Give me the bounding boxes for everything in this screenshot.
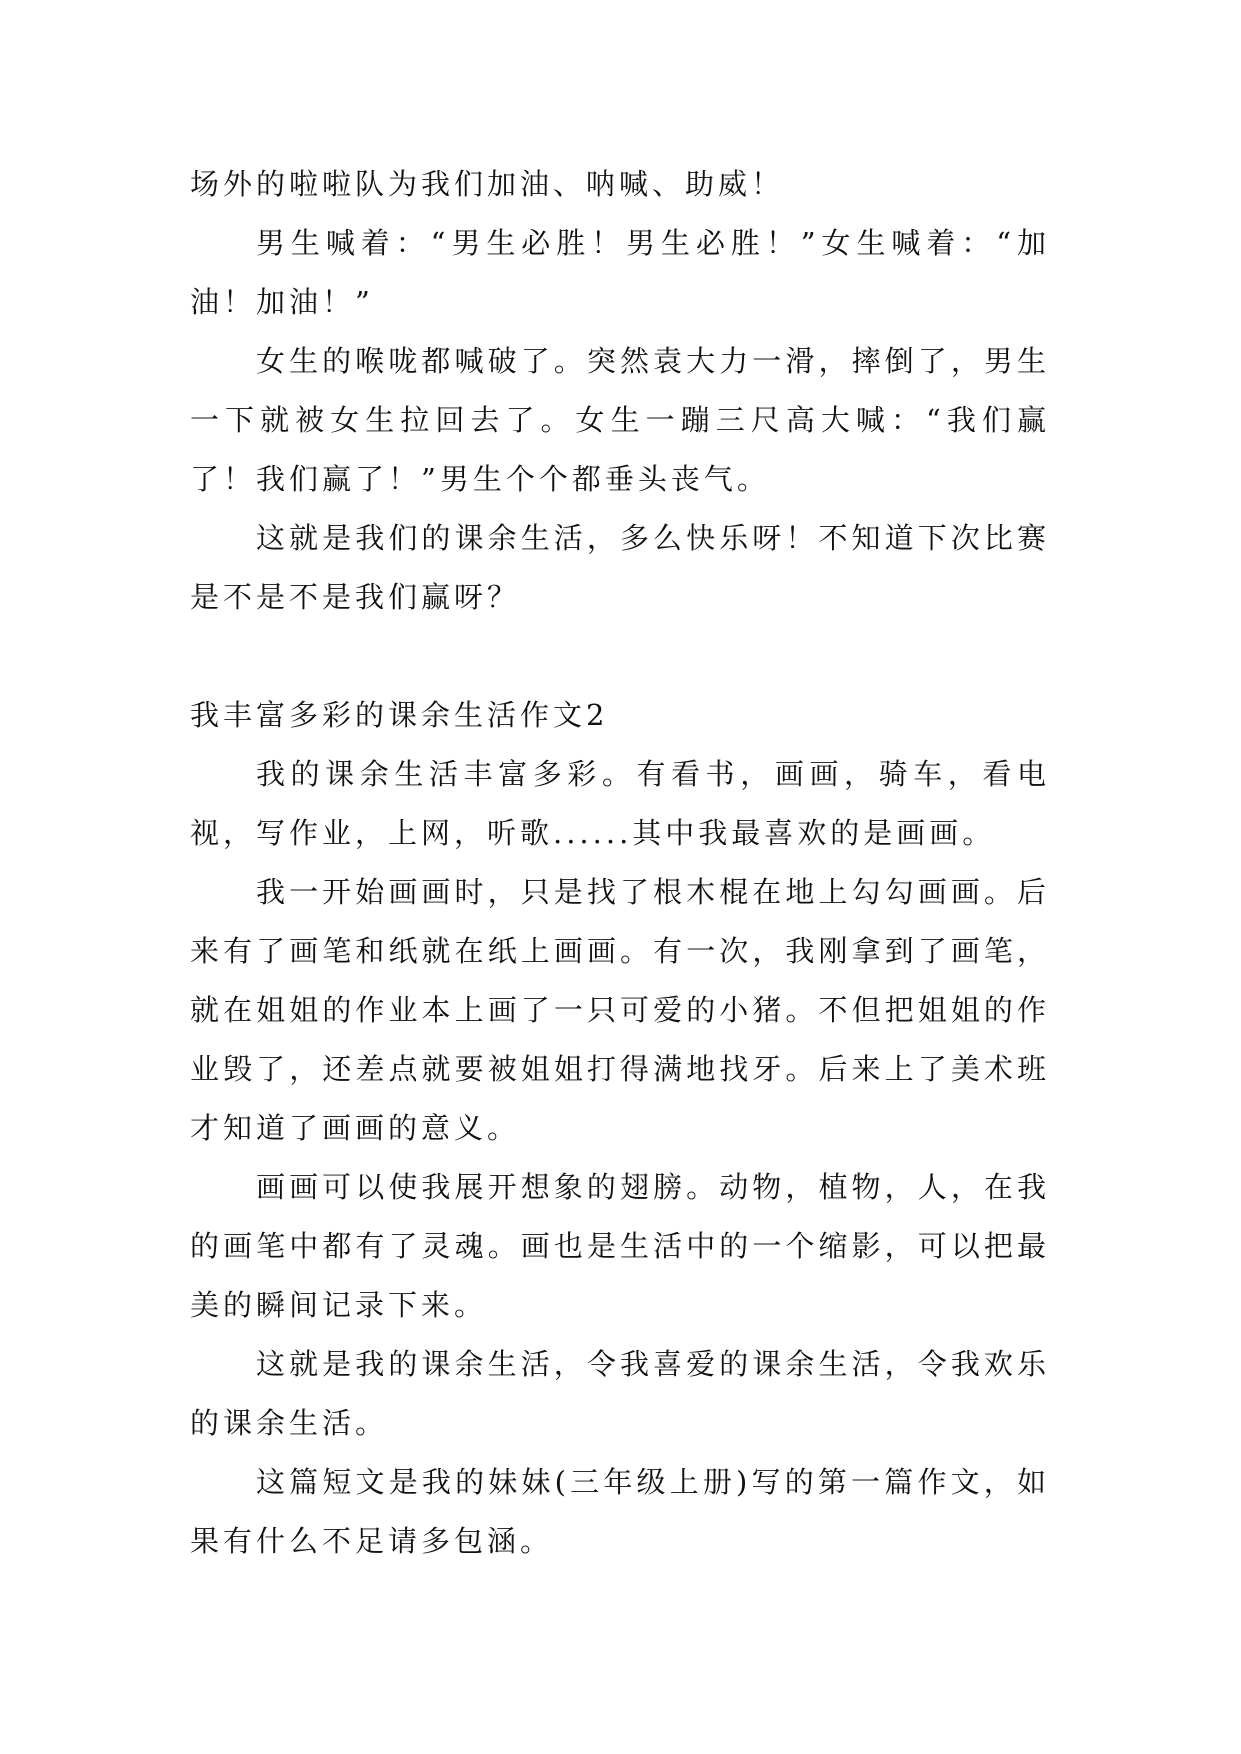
paragraph-drawing-meaning: 画画可以使我展开想象的翅膀。动物，植物，人，在我的画笔中都有了灵魂。画也是生活中的一个缩影，可以把最美的瞬间记录下来。 [190, 1170, 1050, 1322]
paragraph-tug-of-war-result: 女生的喉咙都喊破了。突然袁大力一滑，摔倒了，男生一下就被女生拉回去了。女生一蹦三尺高大喊：“我们赢了！我们赢了！”男生个个都垂头丧气。 [190, 344, 1050, 496]
paragraph-shouting: 男生喊着：“男生必胜！男生必胜！”女生喊着：“加油！加油！” [190, 226, 1050, 319]
paragraph-author-note: 这篇短文是我的妹妹(三年级上册)写的第一篇作文，如果有什么不足请多包涵。 [190, 1465, 1050, 1558]
essay-2-title: 我丰富多彩的课余生活作文2 [190, 698, 609, 732]
paragraph-drawing-story: 我一开始画画时，只是找了根木棍在地上勾勾画画。后来有了画笔和纸就在纸上画画。有一次，我刚拿到了画笔，就在姐姐的作业本上画了一只可爱的小猪。不但把姐姐的作业毁了，还差点就要被姐姐打得满地找牙。后来上了美术班才知道了画画的意义。 [190, 875, 1050, 1145]
paragraph-conclusion-1: 这就是我们的课余生活，多么快乐呀！不知道下次比赛是不是不是我们赢呀？ [190, 521, 1050, 614]
paragraph-hobbies: 我的课余生活丰富多彩。有看书，画画，骑车，看电视，写作业，上网，听歌......其中我最喜欢的是画画。 [190, 757, 1050, 850]
paragraph-conclusion-2: 这就是我的课余生活，令我喜爱的课余生活，令我欢乐的课余生活。 [190, 1347, 1050, 1440]
document-body [190, 155, 1050, 1571]
paragraph-cheering: 场外的啦啦队为我们加油、呐喊、助威！ [190, 167, 785, 201]
